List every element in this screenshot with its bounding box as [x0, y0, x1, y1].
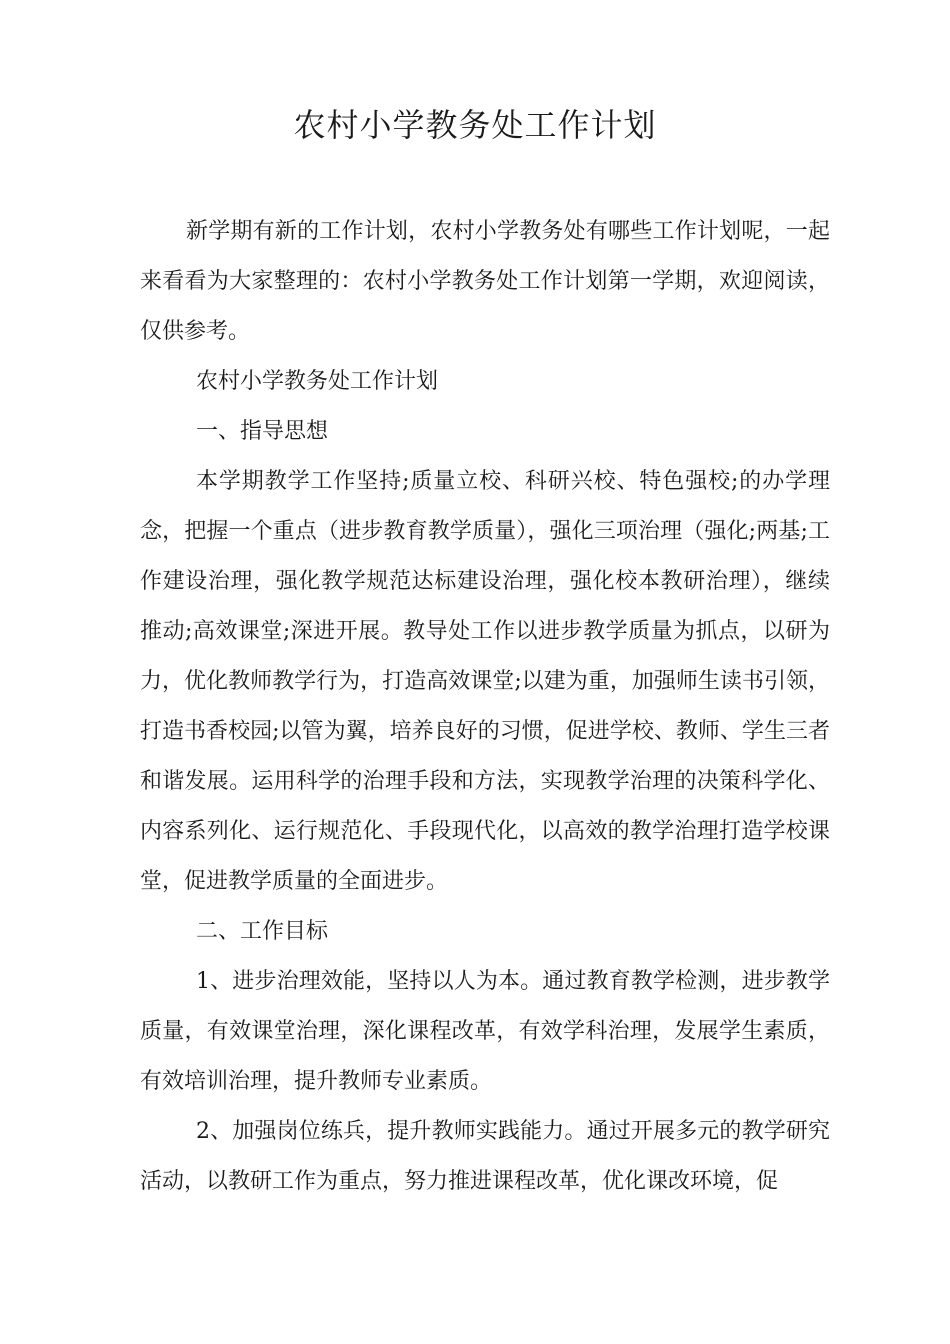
goal-item-2: 2、加强岗位练兵，提升教师实践能力。通过开展多元的教学研究活动，以教研工作为重点，努力推进课程改革，优化课改环境，促 [140, 1119, 830, 1194]
document-body [140, 207, 830, 1207]
document-title: 农村小学教务处工作计划 [293, 106, 657, 144]
subtitle-paragraph: 农村小学教务处工作计划 [196, 369, 439, 394]
guiding-thought-paragraph: 本学期教学工作坚持;质量立校、科研兴校、特色强校;的办学理念，把握一个重点（进步教育教学质量），强化三项治理（强化;两基;工作建设治理，强化教学规范达标建设治理，强化校本教研治理），继续推动;高效课堂;深进开展。教导处工作以进步教学质量为抓点，以研为力，优化教师教学行为，打造高效课堂;以建为重，加强师生读书引领，打造书香校园;以管为翼，培养良好的习惯，促进学校、教师、学生三者和谐发展。运用科学的治理手段和方法，实现教学治理的决策科学化、内容系列化、运行规范化、手段现代化，以高效的教学治理打造学校课堂，促进教学质量的全面进步。 [140, 469, 830, 894]
intro-paragraph: 新学期有新的工作计划，农村小学教务处有哪些工作计划呢，一起来看看为大家整理的：农村小学教务处工作计划第一学期，欢迎阅读，仅供参考。 [140, 219, 830, 344]
section-heading-work-goals: 二、工作目标 [196, 919, 329, 944]
goal-item-1: 1、进步治理效能，坚持以人为本。通过教育教学检测，进步教学质量，有效课堂治理，深化课程改革，有效学科治理，发展学生素质，有效培训治理，提升教师专业素质。 [140, 969, 830, 1094]
section-heading-guiding-thought: 一、指导思想 [196, 419, 329, 444]
